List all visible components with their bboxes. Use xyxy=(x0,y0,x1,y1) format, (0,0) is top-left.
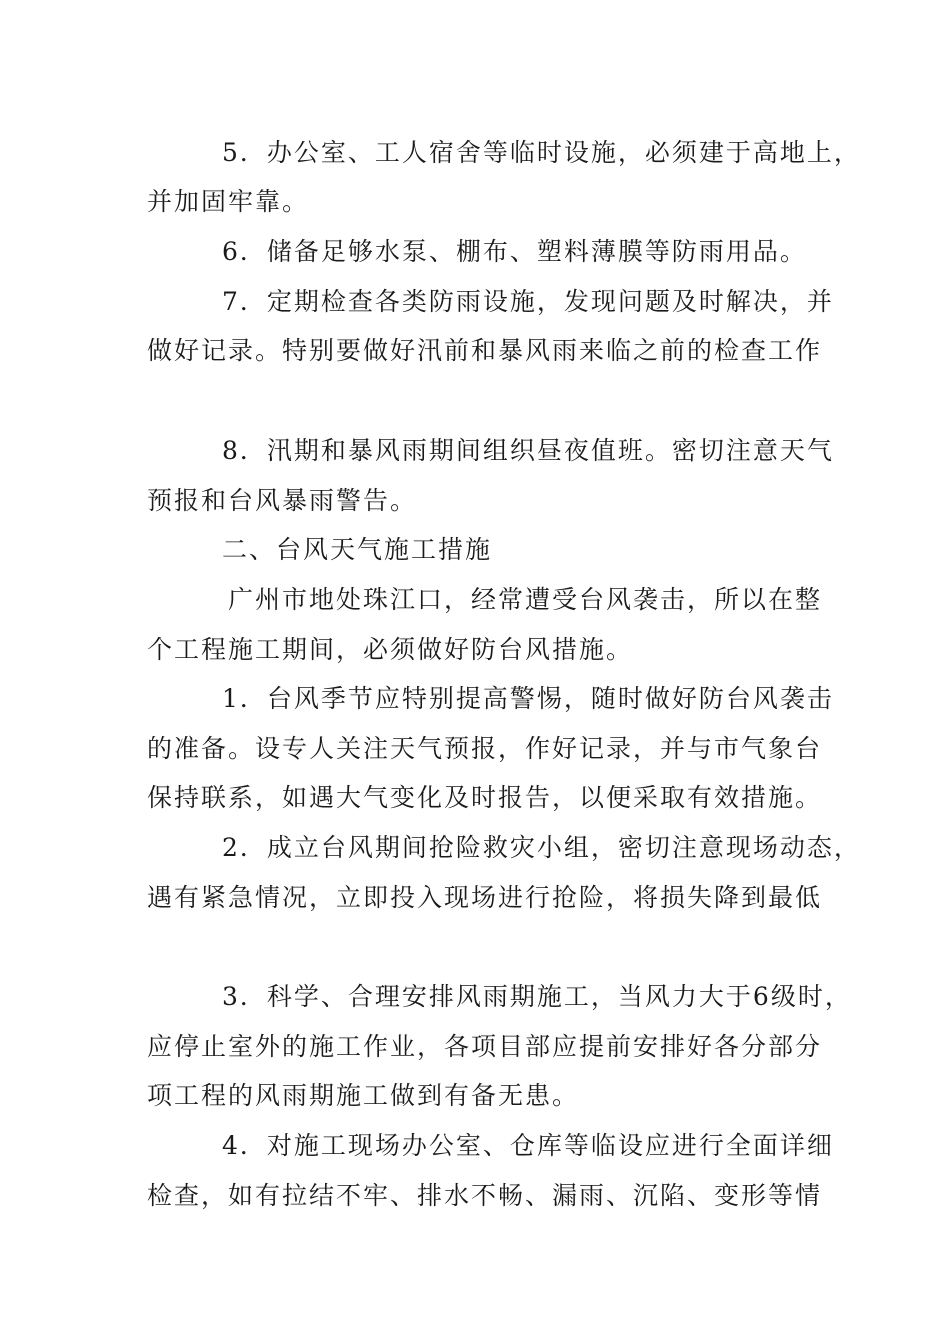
measure-1-line-3: 保持联系，如遇大气变化及时报告，以便采取有效措施。 xyxy=(147,783,823,812)
intro-line-2: 个工程施工期间，必须做好防台风措施。 xyxy=(147,635,634,664)
item-6-line-1: 6．储备足够水泵、棚布、塑料薄膜等防雨用品。 xyxy=(222,237,807,266)
item-7-line-1: 7．定期检查各类防雨设施，发现问题及时解决，并 xyxy=(222,287,834,316)
item-5-line-2: 并加固牢靠。 xyxy=(147,187,310,216)
measure-1-line-2: 的准备。设专人关注天气预报，作好记录，并与市气象台 xyxy=(147,734,823,763)
measure-2-line-2: 遇有紧急情况，立即投入现场进行抢险，将损失降到最低 xyxy=(147,883,823,912)
item-7-line-2: 做好记录。特别要做好汛前和暴风雨来临之前的检查工作 xyxy=(147,336,823,365)
measure-3-line-2: 应停止室外的施工作业，各项目部应提前安排好各分部分 xyxy=(147,1032,823,1061)
section-heading: 二、台风天气施工措施 xyxy=(222,535,493,564)
measure-3-line-3: 项工程的风雨期施工做到有备无患。 xyxy=(147,1081,580,1110)
item-8-line-1: 8．汛期和暴风雨期间组织昼夜值班。密切注意天气 xyxy=(222,436,834,465)
measure-4-line-2: 检查，如有拉结不牢、排水不畅、漏雨、沉陷、变形等情 xyxy=(147,1181,823,1210)
item-8-line-2: 预报和台风暴雨警告。 xyxy=(147,486,418,515)
intro-line-1: 广州市地处珠江口，经常遭受台风袭击，所以在整 xyxy=(228,585,823,614)
measure-2-line-1: 2．成立台风期间抢险救灾小组，密切注意现场动态， xyxy=(222,833,861,862)
measure-4-line-1: 4．对施工现场办公室、仓库等临设应进行全面详细 xyxy=(222,1131,834,1160)
item-5-line-1: 5．办公室、工人宿舍等临时设施，必须建于高地上， xyxy=(222,138,861,167)
measure-1-line-1: 1．台风季节应特别提高警惕，随时做好防台风袭击 xyxy=(222,684,834,713)
measure-3-line-1: 3．科学、合理安排风雨期施工，当风力大于6级时， xyxy=(222,982,852,1011)
